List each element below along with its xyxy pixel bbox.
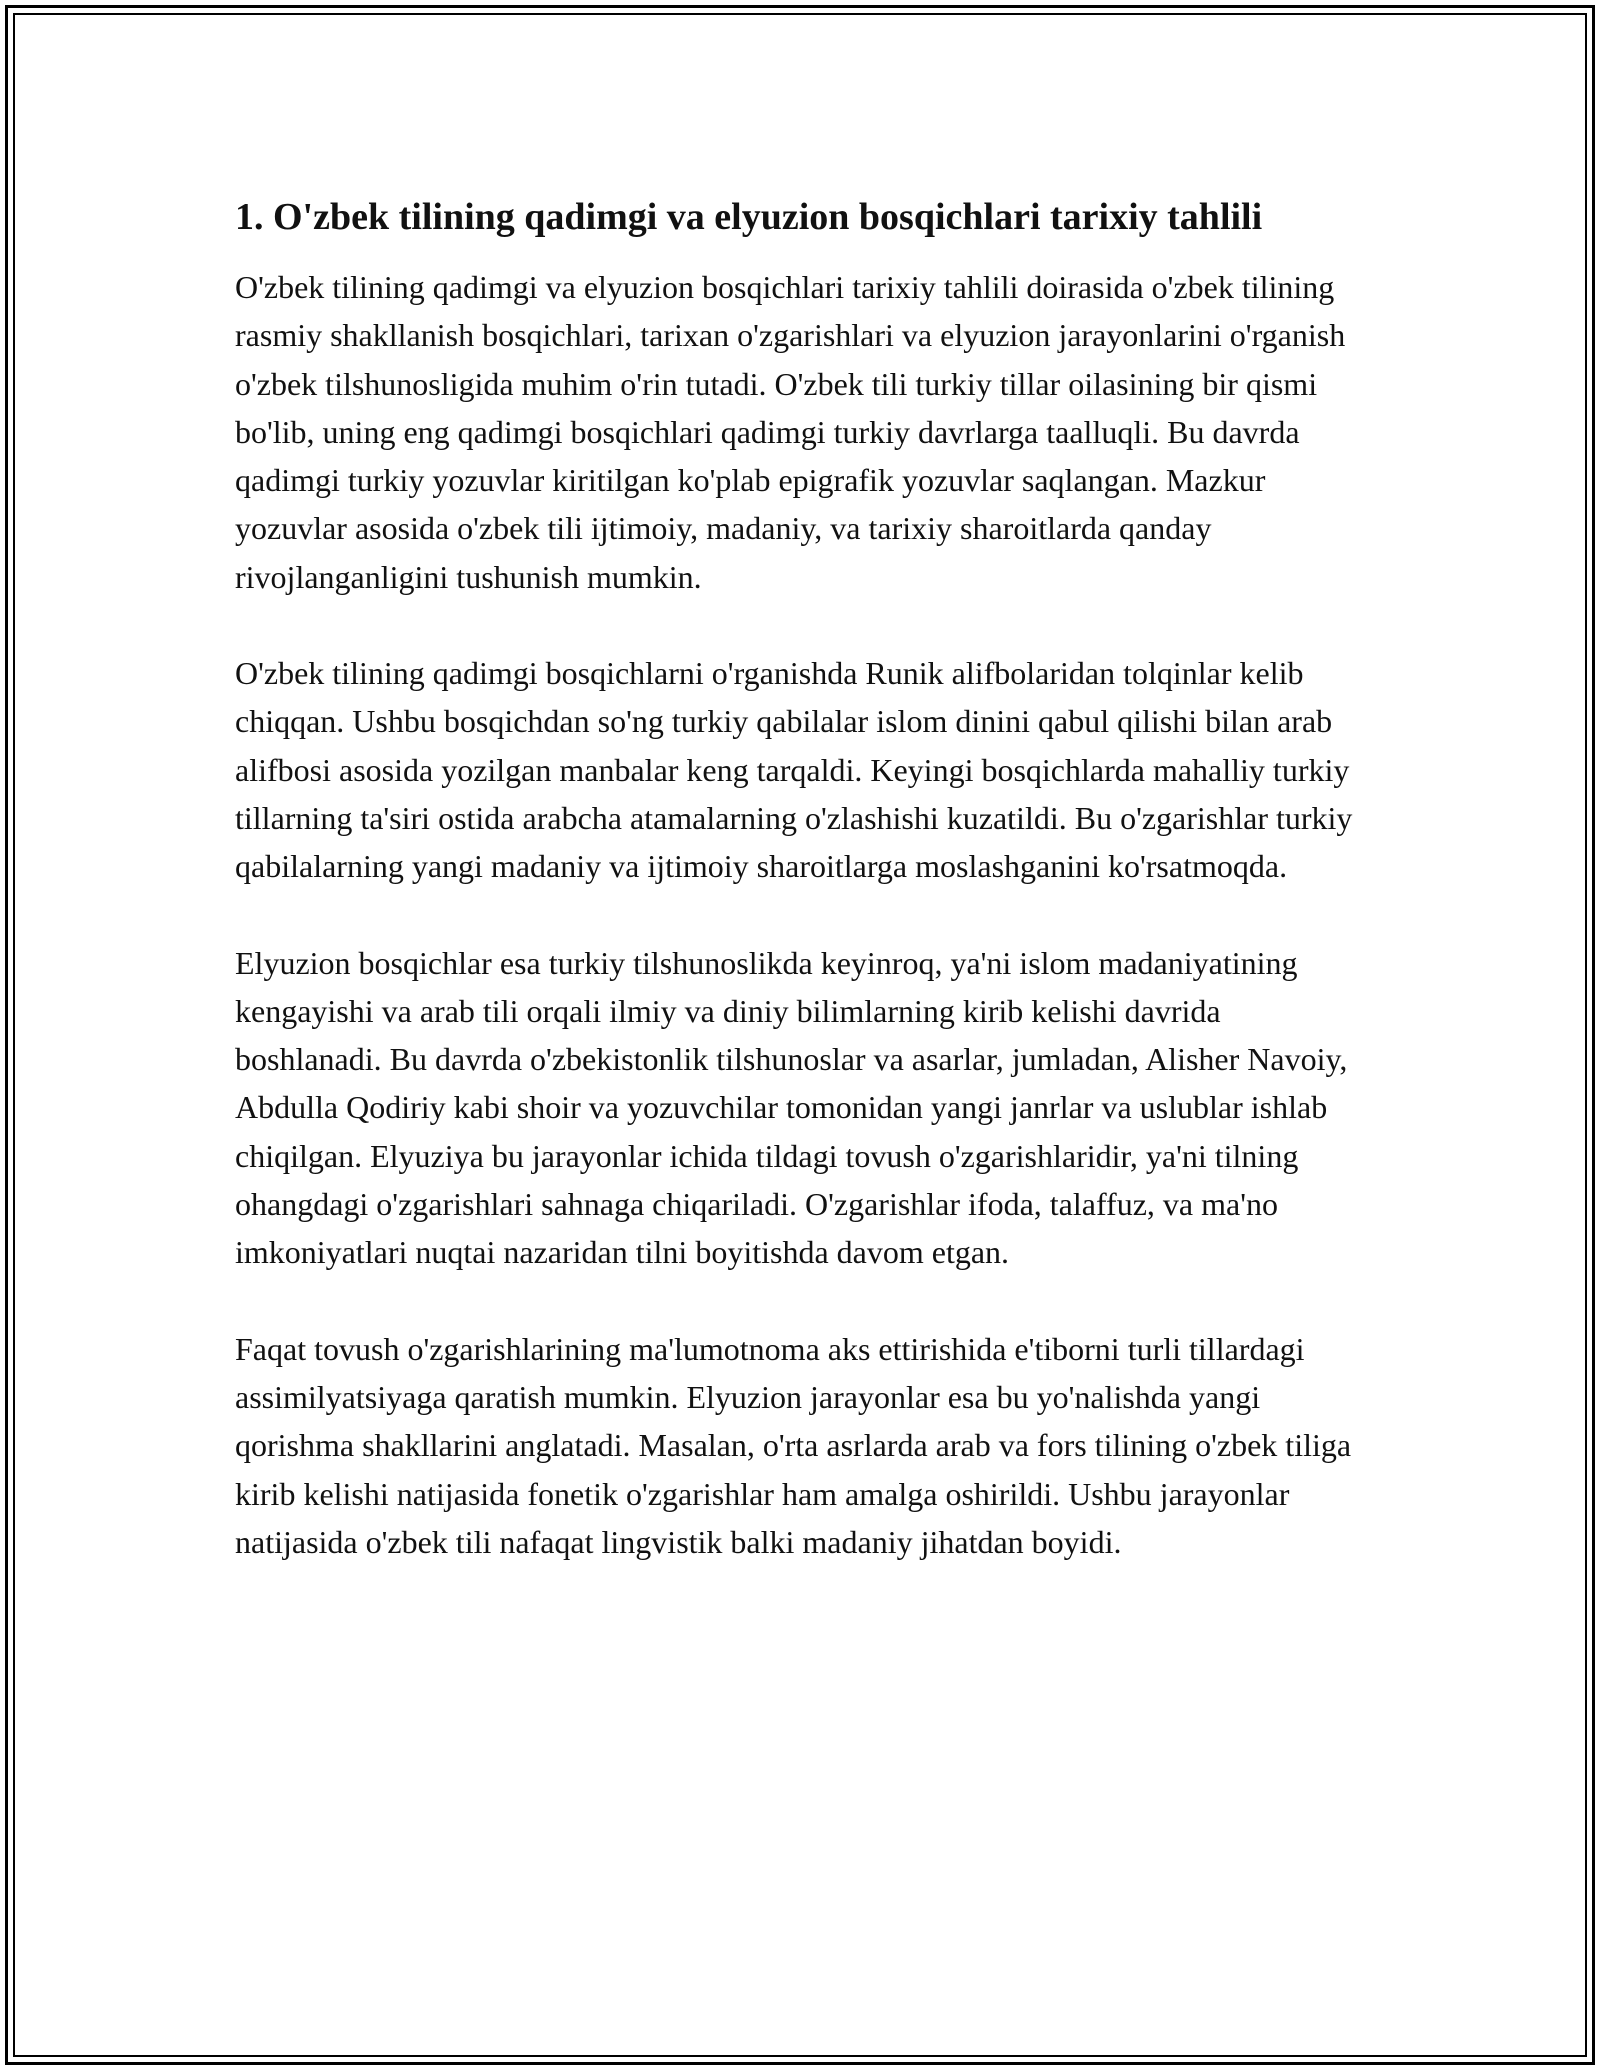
paragraph-1: O'zbek tilining qadimgi va elyuzion bosqichlari tarixiy tahlili doirasida o'zbek tilining rasmiy shakllanish bosqichlari, tarixan o'zgarishlari va elyuzion jarayonlarini o'rganish o'zbek tilshunosligida muhim o'rin tutadi. O'zbek tili turkiy tillar oilasining bir qismi bo'lib, uning eng qadimgi bosqichlari qadimgi turkiy davrlarga taalluqli. Bu davrda qadimgi turkiy yozuvlar kiritilgan ko'plab epigrafik yozuvlar saqlangan. Mazkur yozuvlar asosida o'zbek tili ijtimoiy, madaniy, va tarixiy sharoitlarda qanday rivojlanganligini tushunish mumkin. bbox=[235, 269, 1346, 595]
paragraph-2: O'zbek tilining qadimgi bosqichlarni o'rganishda Runik alifbolaridan tolqinlar kelib chiqqan. Ushbu bosqichdan so'ng turkiy qabilalar islom dinini qabul qilishi bilan arab alifbosi asosida yozilgan manbalar keng tarqaldi. Keyingi bosqichlarda mahalliy turkiy tillarning ta'siri ostida arabcha atamalarning o'zlashishi kuzatildi. Bu o'zgarishlar turkiy qabilalarning yangi madaniy va ijtimoiy sharoitlarga moslashganini ko'rsatmoqda. bbox=[235, 655, 1353, 885]
section-heading: 1. O'zbek tilining qadimgi va elyuzion bosqichlari tarixiy tahlili bbox=[235, 196, 1263, 238]
paragraph-4: Faqat tovush o'zgarishlarining ma'lumotnoma aks ettirishida e'tiborni turli tillardagi assimilyatsiyaga qaratish mumkin. Elyuzion jarayonlar esa bu yo'nalishda yangi qorishma shakllarini anglatadi. Masalan, o'rta asrlarda arab va fors tilining o'zbek tiliga kirib kelishi natijasida fonetik o'zgarishlar ham amalga oshirildi. Ushbu jarayonlar natijasida o'zbek tili nafaqat lingvistik balki madaniy jihatdan boyidi. bbox=[235, 1330, 1352, 1560]
document-body bbox=[235, 190, 1375, 1566]
paragraph-3: Elyuzion bosqichlar esa turkiy tilshunoslikda keyinroq, ya'ni islom madaniyatining kengayishi va arab tili orqali ilmiy va diniy bilimlarning kirib kelishi davrida boshlanadi. Bu davrda o'zbekistonlik tilshunoslar va asarlar, jumladan, Alisher Navoiy, Abdulla Qodiriy kabi shoir va yozuvchilar tomonidan yangi janrlar va uslublar ishlab chiqilgan. Elyuziya bu jarayonlar ichida tildagi tovush o'zgarishlaridir, ya'ni tilning ohangdagi o'zgarishlari sahnaga chiqariladi. O'zgarishlar ifoda, talaffuz, va ma'no imkoniyatlari nuqtai nazaridan tilni boyitishda davom etgan. bbox=[235, 944, 1348, 1271]
